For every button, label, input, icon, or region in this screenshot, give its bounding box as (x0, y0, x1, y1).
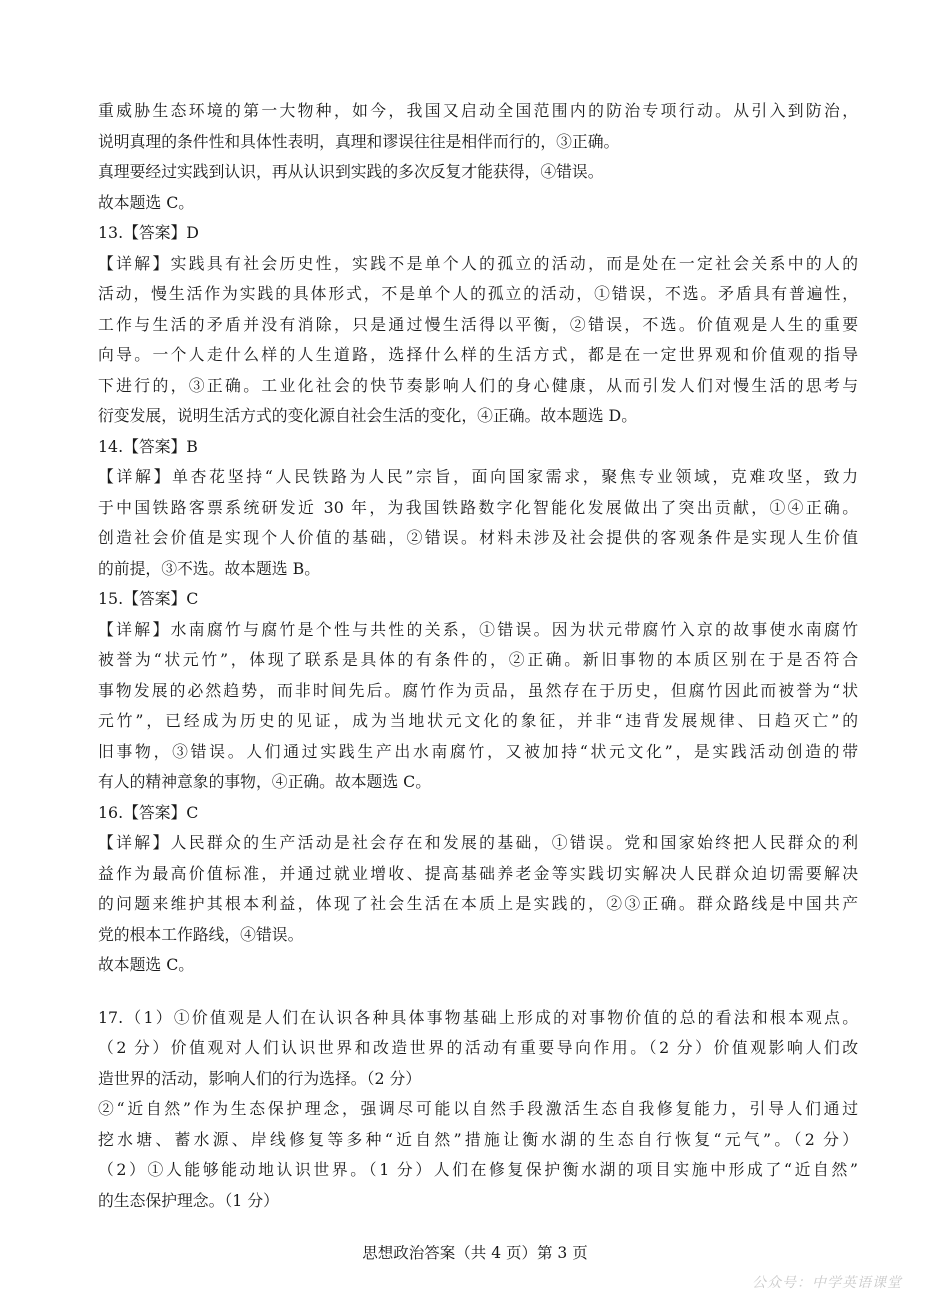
paragraph (98, 218, 858, 249)
paragraph (98, 188, 858, 219)
paragraph (98, 615, 858, 798)
text-line: 故本题选 C。 (98, 192, 195, 212)
paragraph (98, 432, 858, 463)
text-line: 重威胁生态环境的第一大物种，如今，我国又启动全国范围内的防治专项行动。从引入到防治， (98, 101, 858, 120)
text-line: 活动，慢生活作为实践的具体形式，不是单个人的孤立的活动，①错误，不选。矛盾具有普遍性， (98, 284, 858, 303)
text-line: ②“近自然”作为生态保护理念，强调尽可能以自然手段激活生态自我修复能力，引导人们通过 (98, 1099, 858, 1118)
text-line: 故本题选 C。 (98, 955, 195, 974)
paragraph (98, 584, 858, 615)
paragraph (98, 96, 858, 157)
paragraph (98, 950, 858, 981)
text-line: 益作为最高价值标准，并通过就业增收、提高基础养老金等实践切实解决人民群众迫切需要解决 (98, 863, 858, 883)
document-body (98, 96, 858, 1216)
text-line: 下进行的，③正确。工业化社会的快节奏影响人们的身心健康，从而引发人们对慢生活的思考与 (98, 375, 858, 395)
text-line: 说明真理的条件性和具体性表明，真理和谬误往往是相伴而行的，③正确。 (98, 131, 620, 151)
text-line: 事物发展的必然趋势，而非时间先后。腐竹作为贡品，虽然存在于历史，但腐竹因此而被誉为“状 (98, 680, 858, 700)
text-line: 衍变发展，说明生活方式的变化源自社会生活的变化，④正确。故本题选 D。 (98, 406, 637, 425)
text-line: 挖水塘、蓄水源、岸线修复等多种“近自然”措施让衡水湖的生态自行恢复“元气”。（2 分） (98, 1129, 858, 1149)
paragraph (98, 1094, 858, 1216)
text-line: 于中国铁路客票系统研发近 30 年，为我国铁路数字化智能化发展做出了突出贡献，①④正确。 (98, 497, 858, 517)
paragraph (98, 157, 858, 188)
paragraph-gap (98, 981, 858, 1003)
text-line: 15.【答案】C (98, 589, 199, 608)
text-line: 造世界的活动，影响人们的行为选择。（2 分） (98, 1068, 422, 1088)
text-line: 向导。一个人走什么样的人生道路，选择什么样的生活方式，都是在一定世界观和价值观的指导 (98, 345, 858, 364)
paragraph (98, 798, 858, 829)
text-line: 党的根本工作路线，④错误。 (98, 924, 304, 944)
text-line: 17.（1）①价值观是人们在认识各种具体事物基础上形成的对事物价值的总的看法和根本观点。 (98, 1007, 858, 1027)
text-line: 被誉为“状元竹”，体现了联系是具体的有条件的，②正确。新旧事物的本质区别在于是否符合 (98, 650, 858, 669)
text-line: 真理要经过实践到认识，再从认识到实践的多次反复才能获得，④错误。 (98, 162, 604, 181)
text-line: 16.【答案】C (98, 802, 199, 822)
text-line: 创造社会价值是实现个人价值的基础，②错误。材料未涉及社会提供的客观条件是实现人生价值 (98, 528, 858, 547)
text-line: 【详解】水南腐竹与腐竹是个性与共性的关系，①错误。因为状元带腐竹入京的故事使水南腐竹 (98, 619, 858, 639)
text-line: 元竹”，已经成为历史的见证，成为当地状元文化的象征，并非“违背发展规律、日趋灭亡”的 (98, 711, 858, 730)
paragraph (98, 462, 858, 584)
text-line: 13.【答案】D (98, 223, 199, 242)
watermark: 公众号：中学英语课堂 (752, 1275, 902, 1291)
text-line: （2 分）价值观对人们认识世界和改造世界的活动有重要导向作用。（2 分）价值观影响人们改 (98, 1038, 858, 1057)
text-line: 的前提，③不选。故本题选 B。 (98, 558, 320, 578)
text-line: 的生态保护理念。（1 分） (98, 1190, 279, 1210)
paragraph (98, 1003, 858, 1095)
text-line: 工作与生活的矛盾并没有消除，只是通过慢生活得以平衡，②错误，不选。价值观是人生的重要 (98, 314, 858, 334)
text-line: 有人的精神意象的事物，④正确。故本题选 C。 (98, 772, 432, 791)
text-line: （2）①人能够能动地认识世界。（1 分）人们在修复保护衡水湖的项目实施中形成了“近自然” (98, 1160, 858, 1179)
paragraph (98, 828, 858, 950)
page-footer: 思想政治答案（共 4 页）第 3 页 (362, 1244, 588, 1262)
text-line: 【详解】人民群众的生产活动是社会存在和发展的基础，①错误。党和国家始终把人民群众的利 (98, 833, 858, 852)
text-line: 【详解】单杏花坚持“人民铁路为人民”宗旨，面向国家需求，聚焦专业领域，克难攻坚，致力 (98, 467, 858, 486)
text-line: 的问题来维护其根本利益，体现了社会生活在本质上是实践的，②③正确。群众路线是中国共产 (98, 894, 858, 913)
text-line: 旧事物，③错误。人们通过实践生产出水南腐竹，又被加持“状元文化”，是实践活动创造的带 (98, 741, 858, 761)
paragraph (98, 249, 858, 432)
text-line: 【详解】实践具有社会历史性，实践不是单个人的孤立的活动，而是处在一定社会关系中的人的 (98, 253, 858, 273)
text-line: 14.【答案】B (98, 436, 198, 456)
